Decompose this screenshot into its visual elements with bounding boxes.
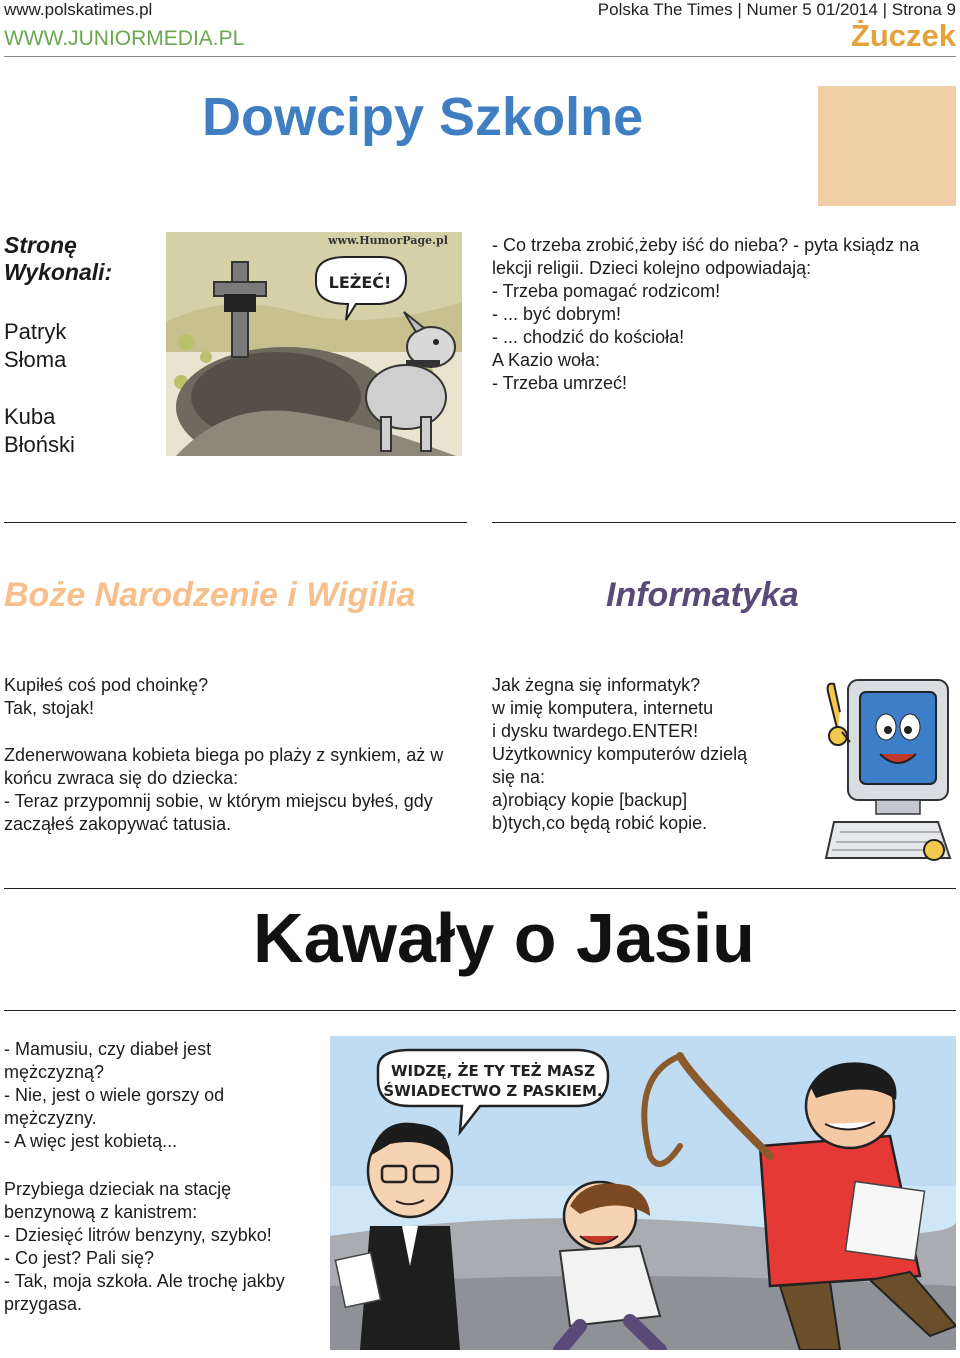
decor-box — [818, 86, 956, 206]
section-title-jasio: Kawały o Jasiu — [253, 899, 755, 977]
section-title-christmas: Boże Narodzenie i Wigilia — [4, 576, 416, 614]
junior-url[interactable]: WWW.JUNIORMEDIA.PL — [4, 27, 245, 50]
joke-jasio-2: Przybiega dzieciak na stację benzynową z kanistrem: - Dziesięć litrów benzyny, szybko! - Co jest? Pali się? - Tak, moja szkoła. Ale trochę jakby przygasa. — [4, 1179, 285, 1314]
author-last-name: Błoński — [4, 432, 75, 457]
bubble-text: ŚWIADECTWO Z PASKIEM. — [383, 1082, 603, 1100]
section-title-it: Informatyka — [606, 576, 799, 614]
joke-christmas-2: Zdenerwowana kobieta biega po plaży z synkiem, aż w końcu zwraca się do dziecka: - Teraz przypomnij sobie, w którym miejscu byłeś, gdy zacząłeś zakopywać tatusia. — [4, 745, 444, 834]
page-title: Dowcipy Szkolne — [202, 87, 644, 147]
report-card-cartoon — [330, 1036, 956, 1350]
bubble-text: LEŻEĆ! — [328, 273, 392, 292]
author-1 — [4, 318, 66, 374]
section-rule — [4, 888, 956, 889]
section-rule — [4, 522, 467, 523]
brand-name: Żuczek — [850, 18, 956, 53]
joke-christmas-1: Kupiłeś coś pod choinkę? Tak, stojak! — [4, 675, 209, 718]
header-rule — [4, 56, 956, 57]
issue-info — [598, 0, 956, 20]
credits-heading — [4, 232, 112, 286]
joke-religion: - Co trzeba zrobić,żeby iść do nieba? - pyta ksiądz na lekcji religii. Dzieci kolejno odpowiadają: - Trzeba pomagać rodzicom! - ... być dobrym! - ... chodzić do kościoła! A Kazio woła: - Trzeba umrzeć! — [492, 235, 920, 393]
issue-number: Numer 5 01/2014 — [746, 0, 878, 19]
joke-it: Jak żegna się informatyk? w imię komputera, internetu i dysku twardego.ENTER! Użytkownicy komputerów dzielą się na: a)robiący kopie [backup] b)tych,co będą robić kopie. — [492, 675, 748, 833]
computer-mascot — [818, 672, 956, 864]
credits-heading-line: Wykonali: — [4, 259, 113, 285]
author-2 — [4, 403, 75, 459]
publication-name: Polska The Times — [597, 0, 733, 19]
grave-dog-cartoon — [166, 232, 462, 456]
author-first-name: Patryk — [4, 319, 67, 344]
separator: | — [882, 0, 887, 19]
author-first-name: Kuba — [4, 404, 56, 429]
bubble-text: WIDZĘ, ŻE TY TEŻ MASZ — [390, 1062, 596, 1080]
author-last-name: Słoma — [4, 347, 67, 372]
separator: | — [737, 0, 742, 19]
site-url[interactable]: www.polskatimes.pl — [4, 0, 153, 19]
joke-jasio-1: - Mamusiu, czy diabeł jest mężczyzną? - Nie, jest o wiele gorszy od mężczyzny. - A więc jest kobietą... — [4, 1039, 225, 1151]
page-number: Strona 9 — [891, 0, 956, 19]
cartoon-watermark: www.HumorPage.pl — [328, 234, 448, 247]
section-rule — [492, 522, 956, 523]
section-rule — [4, 1010, 956, 1011]
credits-heading-line: Stronę — [4, 232, 77, 258]
